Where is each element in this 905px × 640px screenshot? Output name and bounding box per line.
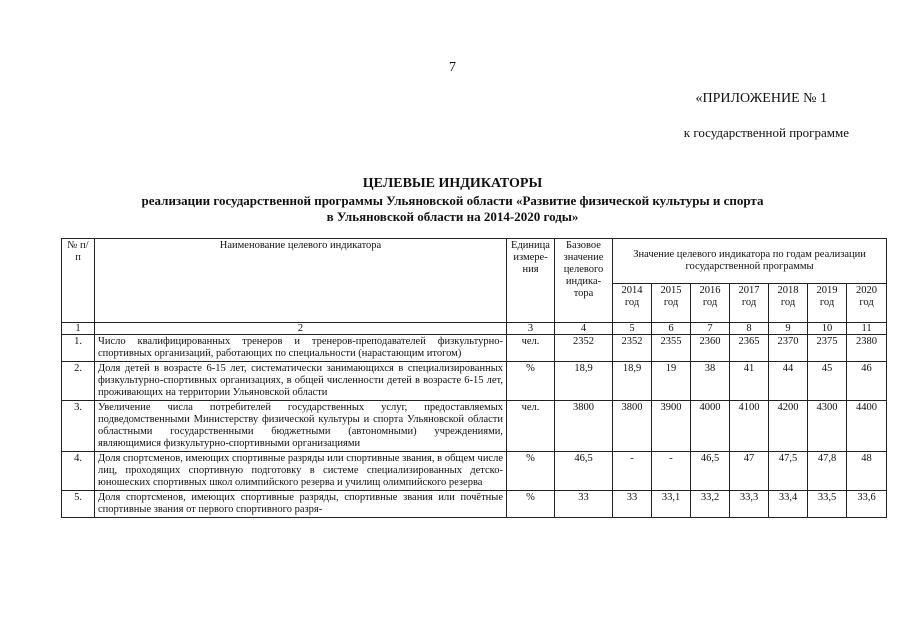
row-num: 3. (62, 401, 95, 452)
row-value: 4300 (808, 401, 847, 452)
column-number: 1 (62, 323, 95, 335)
column-number: 6 (652, 323, 691, 335)
row-value: 33,3 (730, 491, 769, 518)
header-year (808, 284, 847, 323)
row-name: Доля спортсменов, имеющих спортивные разряды или спортивные звания, в общем числе лиц, проходящих спортивную подготовку в системе специализированных детско-юношеских спортивных школ олимпийского резерва и училищ олимпийского резерва (95, 452, 507, 491)
header-year-value: 2016 (699, 285, 721, 296)
header-year (730, 284, 769, 323)
table-row (62, 362, 887, 401)
header-year-value: 2018 (777, 285, 799, 296)
indicators-table-container (61, 238, 886, 518)
column-number: 8 (730, 323, 769, 335)
header-num: № п/п (62, 239, 95, 323)
row-base: 18,9 (555, 362, 613, 401)
row-unit: чел. (507, 335, 555, 362)
column-number: 5 (613, 323, 652, 335)
row-name: Число квалифицированных тренеров и тренеров-преподавателей физкультурно-спортивных организаций, работающих по специальности (нарастающим итогом) (95, 335, 507, 362)
row-base: 2352 (555, 335, 613, 362)
row-num: 1. (62, 335, 95, 362)
row-value: 2355 (652, 335, 691, 362)
header-year-value: 2017 (738, 285, 760, 296)
table-row (62, 452, 887, 491)
column-number: 4 (555, 323, 613, 335)
table-row (62, 335, 887, 362)
document-subtitle-line1: реализации государственной программы Ульяновской области «Развитие физической культуры и спорта (141, 193, 764, 208)
row-value: 2365 (730, 335, 769, 362)
header-year (613, 284, 652, 323)
row-base: 33 (555, 491, 613, 518)
document-title: ЦЕЛЕВЫЕ ИНДИКАТОРЫ (362, 176, 543, 191)
header-by-year: Значение целевого индикатора по годам реализации государственной программы (613, 239, 887, 284)
row-value: 33,1 (652, 491, 691, 518)
row-name: Увеличение числа потребителей государственных услуг, предоставляемых подведомственными Министерству физической культуры и спорта Ульяновской области областными государственными бюджетными (автономными) учреждениями, являющимися физкультурно-спортивными организациями (95, 401, 507, 452)
row-value: 4000 (691, 401, 730, 452)
row-value: 3900 (652, 401, 691, 452)
appendix-title: «ПРИЛОЖЕНИЕ № 1 (695, 91, 827, 106)
row-value: 4400 (847, 401, 887, 452)
appendix-subtitle: к государственной программе (683, 125, 849, 140)
column-number: 7 (691, 323, 730, 335)
indicators-table (61, 238, 887, 518)
row-name: Доля спортсменов, имеющих спортивные разряды, спортивные звания или почётные спортивные звания от первого спортивного разря- (95, 491, 507, 518)
row-unit: % (507, 452, 555, 491)
row-name: Доля детей в возрасте 6-15 лет, систематически занимающихся в специализированных физкультурно-спортивных организациях, в общей численности детей в возрасте 6-15 лет, проживающих на территории Ульяновской области (95, 362, 507, 401)
header-year-label: год (741, 297, 757, 308)
page-number: 7 (449, 60, 456, 75)
header-year-label: год (663, 297, 679, 308)
row-value: - (652, 452, 691, 491)
row-value: 33,5 (808, 491, 847, 518)
header-year-value: 2015 (660, 285, 682, 296)
row-value: 2375 (808, 335, 847, 362)
row-unit: чел. (507, 401, 555, 452)
row-value: 33,6 (847, 491, 887, 518)
header-year-label: год (624, 297, 640, 308)
row-base: 46,5 (555, 452, 613, 491)
header-year-value: 2020 (856, 285, 878, 296)
row-value: 44 (769, 362, 808, 401)
header-unit: Единица измере-ния (507, 239, 555, 323)
table-row (62, 491, 887, 518)
header-year-label: год (819, 297, 835, 308)
row-value: 33,4 (769, 491, 808, 518)
row-unit: % (507, 362, 555, 401)
header-year (691, 284, 730, 323)
document-subtitle-line2: в Ульяновской области на 2014-2020 годы» (326, 209, 579, 224)
row-value: - (613, 452, 652, 491)
row-value: 18,9 (613, 362, 652, 401)
column-number: 11 (847, 323, 887, 335)
row-base: 3800 (555, 401, 613, 452)
row-value: 47 (730, 452, 769, 491)
row-value: 47,8 (808, 452, 847, 491)
header-year-label: год (859, 297, 874, 308)
row-num: 4. (62, 452, 95, 491)
row-value: 48 (847, 452, 887, 491)
table-row (62, 401, 887, 452)
row-value: 19 (652, 362, 691, 401)
header-year (769, 284, 808, 323)
header-base: Базовое значение целевого индика-тора (555, 239, 613, 323)
column-number: 9 (769, 323, 808, 335)
header-year-label: год (702, 297, 718, 308)
row-value: 4200 (769, 401, 808, 452)
row-value: 2370 (769, 335, 808, 362)
header-year-value: 2014 (621, 285, 643, 296)
row-value: 46 (847, 362, 887, 401)
row-value: 41 (730, 362, 769, 401)
row-unit: % (507, 491, 555, 518)
row-value: 3800 (613, 401, 652, 452)
header-year (847, 284, 887, 323)
row-value: 2360 (691, 335, 730, 362)
row-value: 4100 (730, 401, 769, 452)
column-number: 2 (95, 323, 507, 335)
row-num: 5. (62, 491, 95, 518)
row-value: 2352 (613, 335, 652, 362)
header-name: Наименование целевого индикатора (95, 239, 507, 323)
column-number: 3 (507, 323, 555, 335)
document-subtitle (0, 193, 905, 225)
header-year-value: 2019 (816, 285, 838, 296)
column-number: 10 (808, 323, 847, 335)
row-value: 38 (691, 362, 730, 401)
row-value: 33 (613, 491, 652, 518)
row-value: 46,5 (691, 452, 730, 491)
row-num: 2. (62, 362, 95, 401)
row-value: 2380 (847, 335, 887, 362)
header-year-label: год (780, 297, 796, 308)
row-value: 47,5 (769, 452, 808, 491)
row-value: 45 (808, 362, 847, 401)
column-number-row (62, 323, 887, 335)
row-value: 33,2 (691, 491, 730, 518)
header-year (652, 284, 691, 323)
